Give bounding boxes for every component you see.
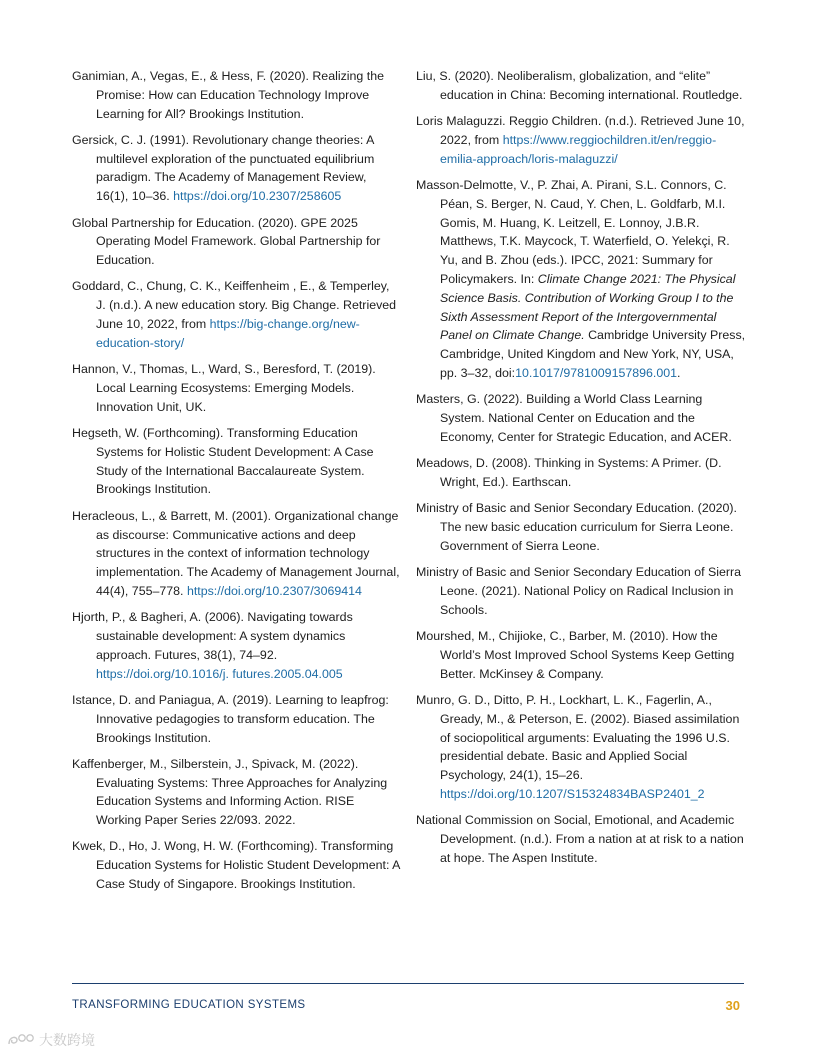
- reference-text: Ministry of Basic and Senior Secondary Education. (2020). The new basic education curriculum for Sierra Leone. Government of Sierra Leone.: [416, 501, 737, 553]
- footer-title: TRANSFORMING EDUCATION SYSTEMS: [72, 999, 306, 1011]
- reference-entry: [416, 176, 746, 383]
- reference-entry: [72, 131, 402, 206]
- page-number: 30: [725, 998, 740, 1013]
- reference-text: Liu, S. (2020). Neoliberalism, globalization, and “elite” education in China: Becoming international. Routledge.: [416, 69, 743, 102]
- reference-entry: [416, 563, 746, 619]
- reference-text: Cambridge University Press, Cambridge, United Kingdom and New York, NY, USA, pp. 3–32, doi:: [440, 328, 746, 380]
- reference-text: Kaffenberger, M., Silberstein, J., Spivack, M. (2022). Evaluating Systems: Three Approaches for Analyzing Education Systems and Informing Action. RISE Working Paper Series 22/093. 2022.: [72, 756, 388, 828]
- reference-text: Hannon, V., Thomas, L., Ward, S., Beresford, T. (2019). Local Learning Ecosystems: Emerging Models. Innovation Unit, UK.: [72, 362, 376, 414]
- reference-text: Hegseth, W. (Forthcoming). Transforming Education Systems for Holistic Student Development: A Case Study of the International Baccalaureate System. Brookings Institution.: [72, 426, 374, 497]
- references-right-column: [416, 67, 746, 875]
- reference-link[interactable]: 10.1017/9781009157896.001: [515, 365, 678, 380]
- reference-text: Munro, G. D., Ditto, P. H., Lockhart, L. K., Fagerlin, A., Gready, M., & Peterson, E. (2002). Biased assimilation of sociopolitical arguments: Evaluating the 1996 U.S. presidential debate. Basic and Applied Social Psychology, 24(1), 15–26.: [416, 692, 740, 783]
- reference-text: Masters, G. (2022). Building a World Class Learning System. National Center on Education and the Economy, Center for Strategic Education, and ACER.: [416, 392, 732, 444]
- reference-entry: [416, 454, 746, 492]
- reference-link[interactable]: https://doi.org/10.1207/S15324834BASP2401_2: [440, 786, 705, 801]
- footer-divider: [72, 983, 744, 984]
- reference-entry: [416, 627, 746, 683]
- reference-text: National Commission on Social, Emotional, and Academic Development. (n.d.). From a nation at at risk to a nation at hope. The Aspen Institute.: [416, 813, 744, 865]
- watermark: [6, 1030, 95, 1050]
- references-left-column: [72, 67, 402, 901]
- reference-entry: [72, 277, 402, 352]
- reference-text: Goddard, C., Chung, C. K., Keiffenheim , E., & Temperley, J. (n.d.). A new education story. Big Change. Retrieved June 10, 2022, from: [72, 279, 397, 332]
- reference-text: Kwek, D., Ho, J. Wong, H. W. (Forthcoming). Transforming Education Systems for Holistic Student Development: A Case Study of Singapore. Brookings Institution.: [72, 839, 400, 892]
- reference-entry: [72, 608, 402, 683]
- reference-link[interactable]: https://doi.org/10.1016/j. futures.2005.04.005: [96, 666, 343, 681]
- reference-text: Loris Malaguzzi. Reggio Children. (n.d.). Retrieved June 10, 2022, from: [416, 114, 745, 147]
- reference-text: Meadows, D. (2008). Thinking in Systems: A Primer. (D. Wright, Ed.). Earthscan.: [416, 456, 722, 489]
- reference-entry: [72, 360, 402, 416]
- reference-link[interactable]: https://doi.org/10.2307/3069414: [186, 583, 362, 598]
- reference-text: Ganimian, A., Vegas, E., & Hess, F. (2020). Realizing the Promise: How can Education Technology Improve Learning for All? Brookings Institution.: [72, 69, 384, 121]
- reference-entry: [72, 507, 402, 601]
- reference-entry: [72, 691, 402, 747]
- reference-text: Global Partnership for Education. (2020). GPE 2025 Operating Model Framework. Global Partnership for Education.: [72, 215, 381, 268]
- reference-link[interactable]: https://www.reggiochildren.it/en/reggio-emilia-approach/loris-malaguzzi/: [440, 132, 717, 166]
- reference-text: Gersick, C. J. (1991). Revolutionary change theories: A multilevel exploration of the punctuated equilibrium paradigm. The Academy of Management Review, 16(1), 10–36.: [72, 132, 375, 204]
- reference-entry: [416, 112, 746, 168]
- reference-entry: [416, 67, 746, 105]
- reference-entry: [416, 811, 746, 867]
- reference-entry: [416, 390, 746, 446]
- reference-entry: [72, 67, 402, 123]
- reference-link[interactable]: https://big-change.org/new-education-story/: [96, 317, 360, 350]
- reference-entry: [72, 424, 402, 499]
- reference-entry: [72, 755, 402, 830]
- reference-entry: [416, 691, 746, 804]
- reference-italic-title: Climate Change 2021: The Physical Science Basis. Contribution of Working Group I to the Sixth Assessment Report of the Intergovernmental Panel on Climate Change.: [440, 271, 736, 343]
- reference-text: Mourshed, M., Chijioke, C., Barber, M. (2010). How the World’s Most Improved School Systems Keep Getting Better. McKinsey & Company.: [416, 629, 735, 681]
- reference-text: Masson-Delmotte, V., P. Zhai, A. Pirani, S.L. Connors, C. Péan, S. Berger, N. Caud, Y. Chen, L. Goldfarb, M.I. Gomis, M. Huang, K. Leitzell, E. Lonnoy, J.B.R. Matthews, T.K. Maycock, T. Waterfield, O. Yelekçi, R. Yu, and B. Zhou (eds.). IPCC, 2021: Summary for Policymakers. In:: [416, 177, 730, 286]
- reference-entry: [72, 837, 402, 893]
- watermark-text: 大数跨境: [39, 1032, 95, 1048]
- reference-text: Hjorth, P., & Bagheri, A. (2006). Navigating towards sustainable development: A system dynamics approach. Futures, 38(1), 74–92.: [72, 610, 353, 662]
- reference-entry: [72, 214, 402, 270]
- reference-entry: [416, 499, 746, 555]
- reference-text: Istance, D. and Paniagua, A. (2019). Learning to leapfrog: Innovative pedagogies to transform education. The Brookings Institution.: [72, 692, 389, 745]
- reference-text: Ministry of Basic and Senior Secondary Education of Sierra Leone. (2021). National Policy on Radical Inclusion in Schools.: [416, 565, 742, 617]
- reference-text: Heracleous, L., & Barrett, M. (2001). Organizational change as discourse: Communicative actions and deep structures in the context of information technology implementation. The Academy of Management Journal, 44(4), 755–778.: [72, 508, 400, 598]
- reference-link[interactable]: https://doi.org/10.2307/258605: [173, 189, 342, 204]
- watermark-logo-icon: [6, 1032, 36, 1048]
- reference-text: .: [677, 365, 681, 380]
